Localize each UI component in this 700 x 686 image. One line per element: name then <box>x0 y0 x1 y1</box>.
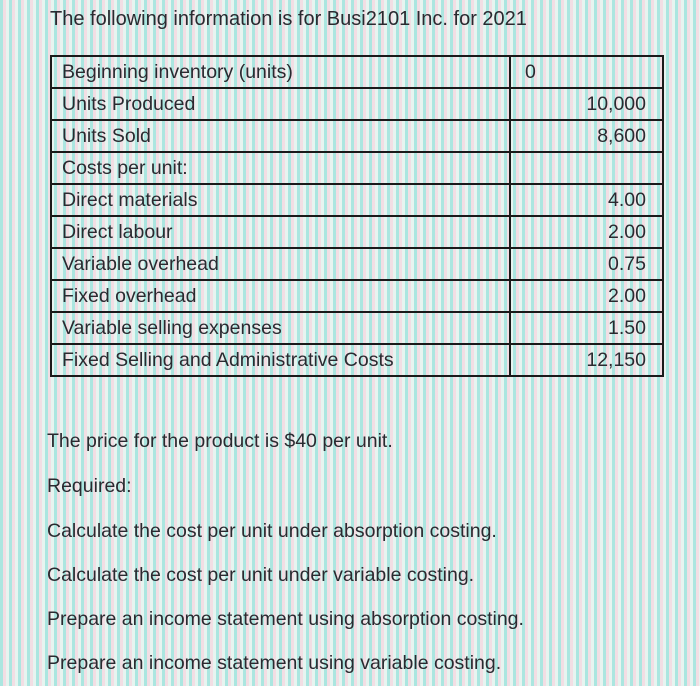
required-label: Required: <box>47 475 132 497</box>
requirement-2: Calculate the cost per unit under variable costing. <box>47 564 475 586</box>
table-row <box>51 344 663 376</box>
row-value: 0 <box>510 56 663 88</box>
document-title: The following information is for Busi2101 Inc. for 2021 <box>50 8 527 30</box>
table-row <box>51 152 663 184</box>
row-value: 12,150 <box>510 344 663 376</box>
requirement-1: Calculate the cost per unit under absorption costing. <box>47 520 497 542</box>
row-label: Units Produced <box>51 88 510 120</box>
row-label: Costs per unit: <box>51 152 510 184</box>
row-value: 10,000 <box>510 88 663 120</box>
requirement-4: Prepare an income statement using variable costing. <box>47 652 502 674</box>
table-row <box>51 216 663 248</box>
row-value: 0.75 <box>510 248 663 280</box>
table-row <box>51 248 663 280</box>
table-row <box>51 280 663 312</box>
row-label: Direct materials <box>51 184 510 216</box>
row-value: 4.00 <box>510 184 663 216</box>
table-row <box>51 56 663 88</box>
table-row <box>51 312 663 344</box>
row-value <box>510 152 663 184</box>
row-value: 2.00 <box>510 280 663 312</box>
table-row <box>51 88 663 120</box>
row-value: 8,600 <box>510 120 663 152</box>
row-value: 2.00 <box>510 216 663 248</box>
row-label: Fixed overhead <box>51 280 510 312</box>
row-value: 1.50 <box>510 312 663 344</box>
row-label: Beginning inventory (units) <box>51 56 510 88</box>
row-label: Fixed Selling and Administrative Costs <box>51 344 510 376</box>
table-row <box>51 120 663 152</box>
row-label: Direct labour <box>51 216 510 248</box>
row-label: Variable overhead <box>51 248 510 280</box>
row-label: Variable selling expenses <box>51 312 510 344</box>
row-label: Units Sold <box>51 120 510 152</box>
price-text: The price for the product is $40 per unit. <box>47 430 393 452</box>
requirement-3: Prepare an income statement using absorption costing. <box>47 608 524 630</box>
data-table <box>50 55 664 377</box>
table-row <box>51 184 663 216</box>
